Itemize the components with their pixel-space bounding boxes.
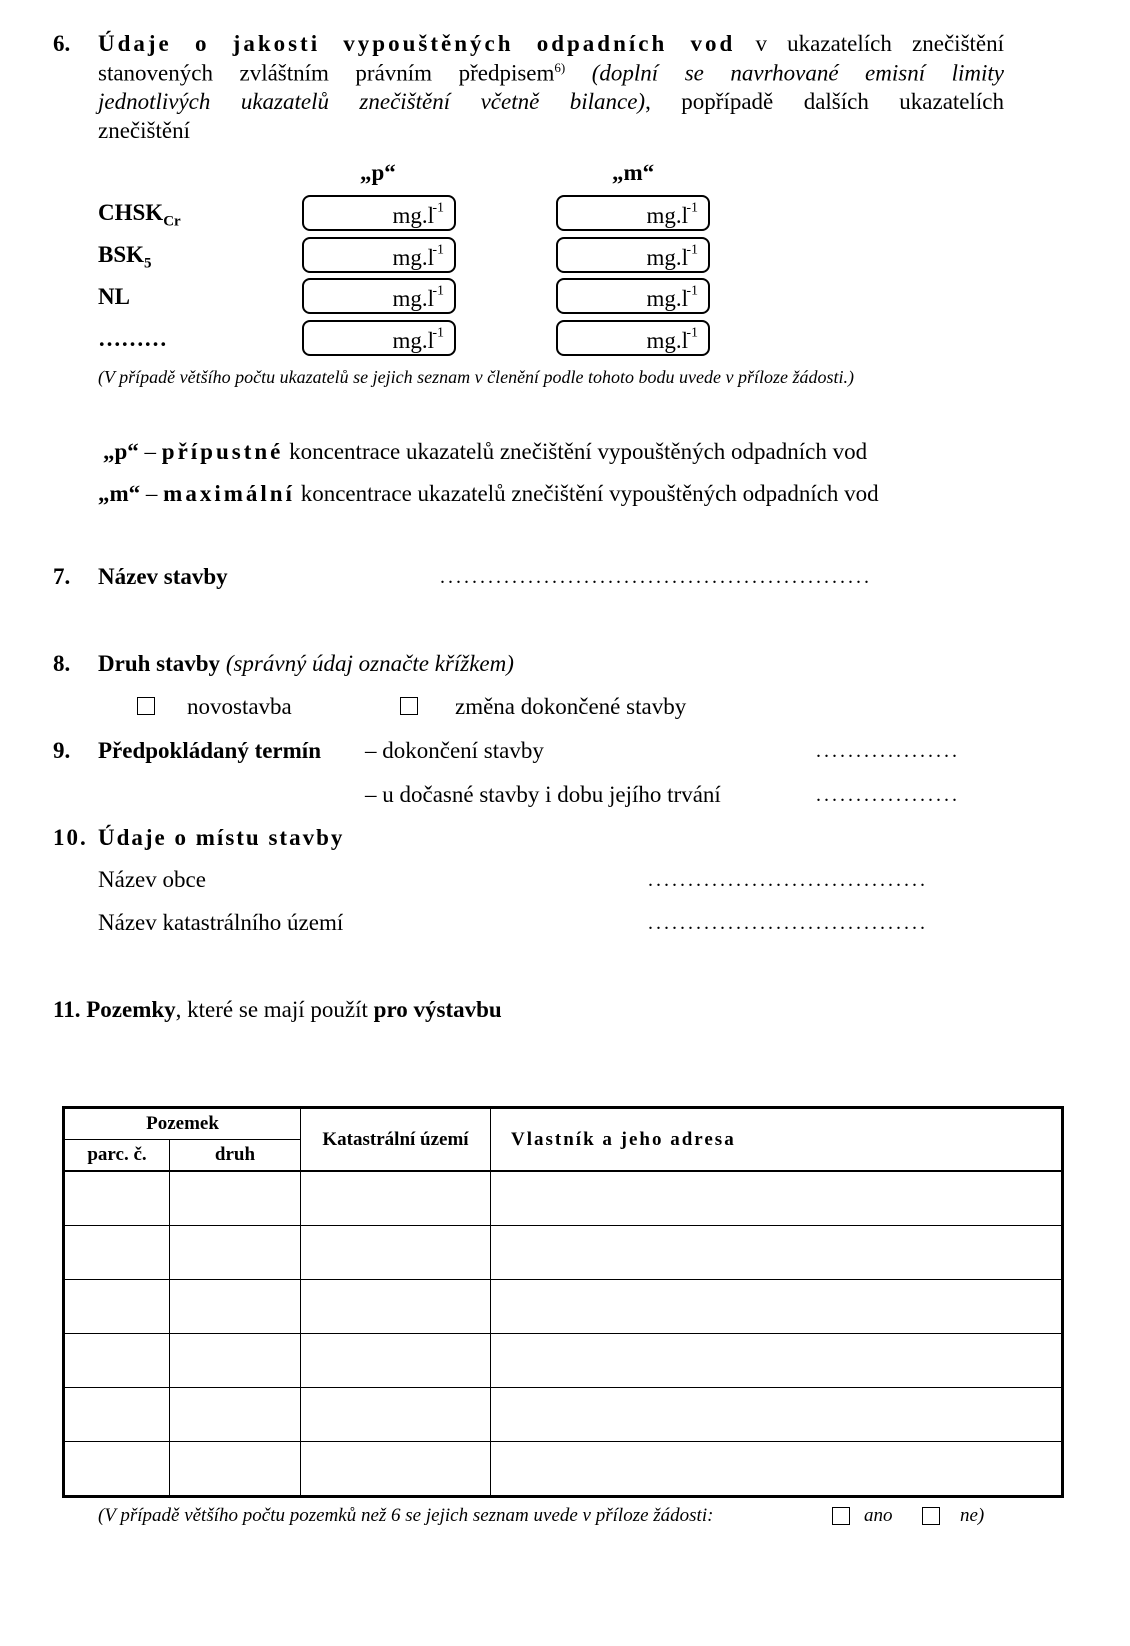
input-chsk-m[interactable]: mg.l $^{-1}$ [556,195,710,231]
cell-parcel-type[interactable] [170,1171,301,1226]
option-change-building-label: změna dokončené stavby [455,694,687,719]
section-11-title-a: Pozemky [86,997,176,1022]
cell-parcel-number[interactable] [64,1334,170,1388]
section-8-title: Druh stavby [98,651,221,676]
cell-cadastral-area[interactable] [301,1171,491,1226]
completion-date-field[interactable]: .................. [816,740,960,762]
section-6-title: Údaje o jakosti vypouštěných odpadních vod [98,31,736,56]
section-11-heading [53,997,502,1023]
checkbox-change-building[interactable] [400,697,418,715]
cell-parcel-number[interactable] [64,1171,170,1226]
cell-parcel-number[interactable] [64,1226,170,1280]
header-cadastral-area: Katastrální území [301,1108,491,1172]
definition-p-dash: – [144,439,157,464]
table-row [64,1171,1063,1226]
cell-parcel-number[interactable] [64,1280,170,1334]
section-6-line-2 [98,60,1004,87]
definition-p [103,439,867,465]
section-6-note: (V případě většího počtu ukazatelů se jejich seznam v členění podle tohoto bodu uvede v příloze žádosti.) [98,367,855,387]
completion-label: – dokončení stavby [365,738,544,763]
header-parcel-number: parc. č. [64,1140,170,1172]
section-8-heading [98,651,514,677]
section-8-number: 8. [53,651,71,676]
section-11-title-c: pro výstavbu [373,997,502,1022]
table-row [64,1334,1063,1388]
input-nl-m[interactable]: mg.l $^{-1}$ [556,278,710,314]
checkbox-new-building[interactable] [137,697,155,715]
section-6-line-3 [98,89,1004,115]
column-header-p: „p“ [360,160,396,185]
input-chsk-p[interactable]: mg.l $^{-1}$ [302,195,456,231]
definition-m-key: „m“ [98,481,141,506]
municipality-label: Název obce [98,867,206,892]
section-9-title: Předpokládaný termín [98,738,321,763]
cell-cadastral-area[interactable] [301,1280,491,1334]
cell-owner[interactable] [491,1442,1063,1497]
header-owner: Vlastník a jeho adresa [491,1108,1063,1172]
checkbox-no-label: ne) [960,1505,985,1526]
section-10-title: Údaje o místu stavby [98,825,345,850]
cell-parcel-number[interactable] [64,1442,170,1497]
cell-cadastral-area[interactable] [301,1388,491,1442]
temporary-duration-field[interactable]: .................. [816,784,960,806]
table-row [64,1226,1063,1280]
cell-owner[interactable] [491,1171,1063,1226]
section-9-number: 9. [53,738,71,763]
checkbox-yes-label: ano [864,1505,893,1526]
cell-cadastral-area[interactable] [301,1442,491,1497]
cell-owner[interactable] [491,1334,1063,1388]
cell-cadastral-area[interactable] [301,1334,491,1388]
table-row [64,1442,1063,1497]
section-6-line-2-text: stanovených zvláštním právním předpisem [98,60,555,86]
section-10-number: 10. [53,825,88,850]
cell-owner[interactable] [491,1226,1063,1280]
section-6-line-3-text: , popřípadě dalších ukazatelích [645,89,1004,114]
input-bsk-m[interactable]: mg.l $^{-1}$ [556,237,710,273]
indicator-label-other: ……… [98,326,167,351]
section-7-title: Název stavby [98,564,228,589]
header-parcel: Pozemek [64,1108,301,1140]
definition-p-word: přípustné [161,439,284,464]
definition-m [98,481,879,507]
definition-m-dash: – [145,481,158,506]
section-6-line-2-italic: (doplní se navrhované emisní limity [591,60,1004,86]
footnote-marker: 6) [554,60,566,75]
cell-parcel-type[interactable] [170,1388,301,1442]
column-header-m: „m“ [612,160,655,185]
cell-parcel-type[interactable] [170,1280,301,1334]
checkbox-no[interactable] [922,1507,940,1525]
section-6-number: 6. [53,31,71,56]
input-other-p[interactable]: mg.l $^{-1}$ [302,320,456,356]
municipality-field[interactable]: ................................... [648,869,928,891]
input-bsk-p[interactable]: mg.l $^{-1}$ [302,237,456,273]
cadastral-area-field[interactable]: ................................... [648,912,928,934]
header-parcel-type: druh [170,1140,301,1172]
cell-owner[interactable] [491,1388,1063,1442]
section-11-number: 11. [53,997,81,1022]
indicator-label-chsk: $CHSK_{Cr}$ [98,200,181,230]
section-11-title-b: , které se mají použít [175,997,374,1022]
section-8-hint: (správný údaj označte křížkem) [225,651,514,676]
land-parcels-table [62,1106,1064,1498]
table-row [64,1388,1063,1442]
section-7-number: 7. [53,564,71,589]
building-name-field[interactable]: ...................................................... [440,566,872,588]
input-other-m[interactable]: mg.l $^{-1}$ [556,320,710,356]
table-row [64,1280,1063,1334]
definition-p-text: koncentrace ukazatelů znečištění vypouštěných odpadních vod [289,439,868,464]
section-6-line-3-italic: jednotlivých ukazatelů znečištění včetně bilance) [98,89,646,114]
option-new-building-label: novostavba [187,694,292,719]
cell-owner[interactable] [491,1280,1063,1334]
definition-p-key: „p“ [103,439,139,464]
indicator-label-bsk: $BSK_5$ [98,242,152,272]
temporary-duration-label: – u dočasné stavby i dobu jejího trvání [365,782,721,807]
definition-m-word: maximální [163,481,295,506]
cell-parcel-number[interactable] [64,1388,170,1442]
section-6-line-1 [98,31,1004,57]
checkbox-yes[interactable] [832,1507,850,1525]
cell-parcel-type[interactable] [170,1442,301,1497]
cell-parcel-type[interactable] [170,1334,301,1388]
indicator-label-nl: NL [98,284,130,309]
section-6-line-4: znečištění [98,118,190,143]
cell-parcel-type[interactable] [170,1226,301,1280]
cadastral-area-label: Název katastrálního území [98,910,344,935]
cell-cadastral-area[interactable] [301,1226,491,1280]
definition-m-text: koncentrace ukazatelů znečištění vypouštěných odpadních vod [300,481,879,506]
section-6-line-1-rest: v ukazatelích znečištění [755,31,1005,56]
input-nl-p[interactable]: mg.l $^{-1}$ [302,278,456,314]
section-11-note: (V případě většího počtu pozemků než 6 se jejich seznam uvede v příloze žádosti: [98,1505,714,1526]
